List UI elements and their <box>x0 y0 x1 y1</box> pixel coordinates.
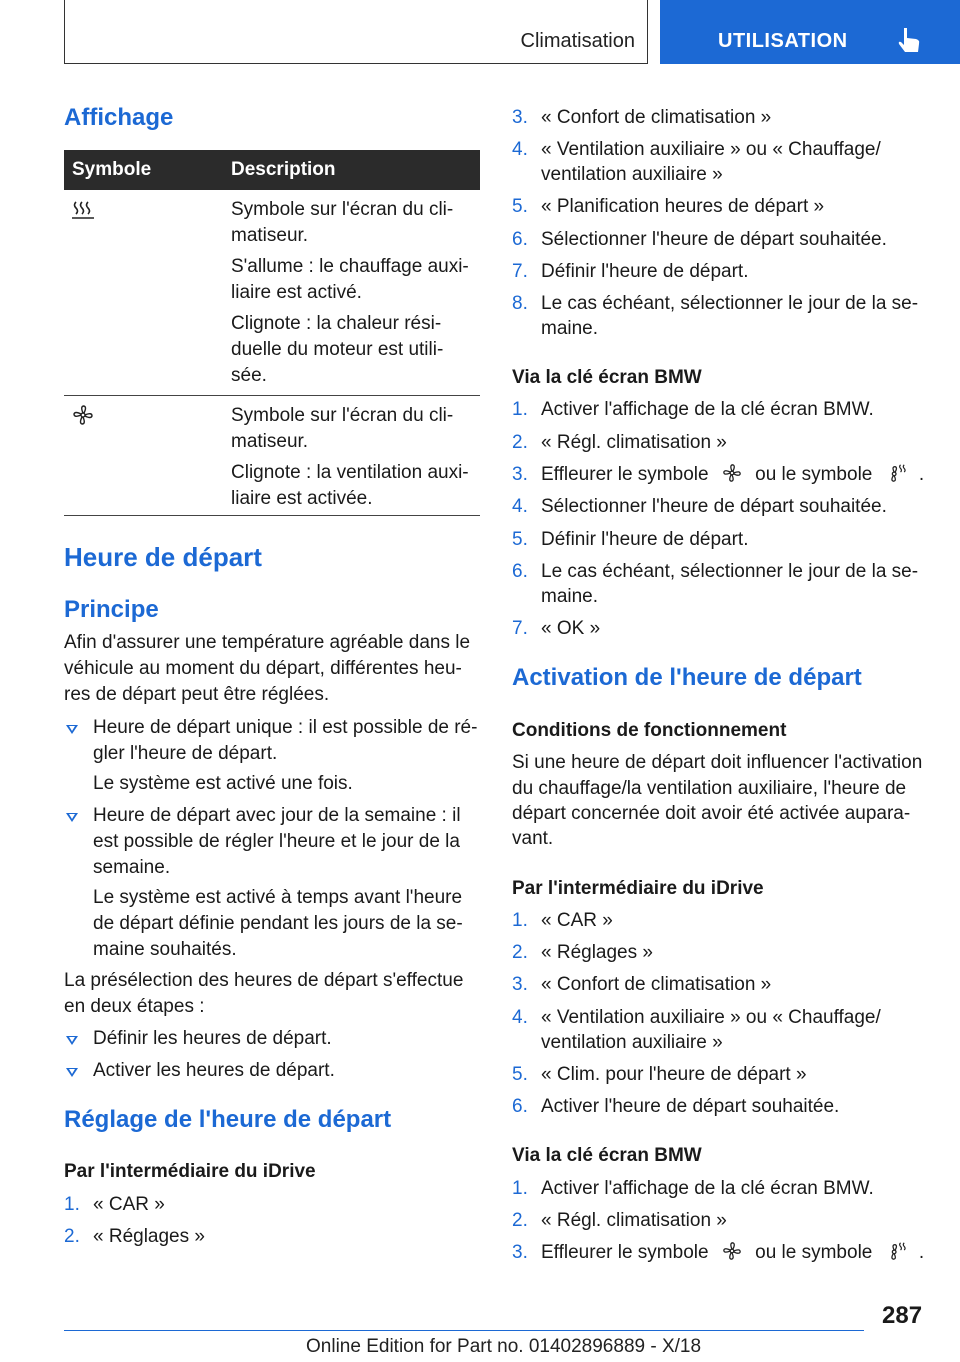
row2-line2: matiseur. <box>231 431 309 452</box>
preselection-text-2: en deux étapes : <box>64 996 205 1017</box>
right-b-step-6-l2: maine. <box>541 586 599 607</box>
row1-line7: sée. <box>231 365 267 386</box>
fan-heat-icon <box>886 462 906 484</box>
right-d-step-2: « Régl. climatisation » <box>541 1210 727 1231</box>
step-number: 5. <box>512 196 528 217</box>
auxiliary-heating-icon <box>72 200 94 220</box>
step-number: 8. <box>512 293 528 314</box>
step-number: 3. <box>512 974 528 995</box>
right-a-step-4-l2: ventilation auxiliaire » <box>541 164 723 185</box>
right-d-step-1: Activer l'affichage de la clé écran BMW. <box>541 1178 874 1199</box>
section-title: Climatisation <box>520 30 635 52</box>
table-divider <box>64 395 480 396</box>
footer-rule <box>64 1330 864 1331</box>
heure-depart-heading: Heure de départ <box>64 542 262 572</box>
col-description-header: Description <box>231 159 336 180</box>
bullet1-line2: gler l'heure de départ. <box>93 743 278 764</box>
left-step-2: « Réglages » <box>93 1226 205 1247</box>
right-c-step-4-l2: ventilation auxiliaire » <box>541 1032 723 1053</box>
step-number: 6. <box>512 1096 528 1117</box>
right-b-step-7: « OK » <box>541 618 601 639</box>
right-a-step-7: Définir l'heure de départ. <box>541 261 749 282</box>
step-number: 3. <box>512 1242 528 1263</box>
reglage-heading: Réglage de l'heure de départ <box>64 1106 392 1133</box>
step-number: 4. <box>512 139 528 160</box>
right-a-step-8-l2: maine. <box>541 318 599 339</box>
right-a-step-5: « Planification heures de départ » <box>541 196 825 217</box>
principe-heading: Principe <box>64 596 159 623</box>
step-text: Effleurer le symbole <box>541 464 709 485</box>
bullet4: Activer les heures de départ. <box>93 1060 335 1081</box>
footer-edition: Online Edition for Part no. 01402896889 - X/18 <box>306 1336 702 1357</box>
step-number: 5. <box>512 529 528 550</box>
fan-icon <box>72 404 94 426</box>
bullet2-line1: Heure de départ avec jour de la semaine : il <box>93 805 461 826</box>
step-number: 6. <box>512 561 528 582</box>
step-number: 7. <box>512 618 528 639</box>
activation-heading: Activation de l'heure de départ <box>512 664 862 691</box>
step-text: ou le symbole <box>755 464 873 485</box>
right-c-step-3: « Confort de climatisation » <box>541 974 772 995</box>
right-b-step-6-l1: Le cas échéant, sélectionner le jour de la se- <box>541 561 919 582</box>
step-number: 3. <box>512 464 528 485</box>
right-c-step-4-l1: « Ventilation auxiliaire » ou « Chauffage/ <box>541 1007 881 1028</box>
step-text: . <box>918 464 925 485</box>
step-number: 1. <box>512 910 528 931</box>
bullet-triangle-icon <box>66 1036 78 1045</box>
right-c-step-6: Activer l'heure de départ souhaitée. <box>541 1096 840 1117</box>
conditions-text-1: Si une heure de départ doit influencer l'activation <box>512 752 923 773</box>
principe-text-1: Afin d'assurer une température agréable dans le <box>64 632 471 653</box>
row1-line6: duelle du moteur est utili- <box>231 339 444 360</box>
chapter-title: UTILISATION <box>718 30 848 52</box>
row1-line1: Symbole sur l'écran du cli- <box>231 199 454 220</box>
chapter-tab <box>660 0 960 64</box>
step-number: 4. <box>512 1007 528 1028</box>
right-d-step-3 <box>541 1240 924 1265</box>
preselection-text-1: La présélection des heures de départ s'effectue <box>64 970 464 991</box>
bullet1-line1: Heure de départ unique : il est possible de ré- <box>93 717 478 738</box>
step-number: 6. <box>512 229 528 250</box>
step-number: 3. <box>512 107 528 128</box>
right-b-step-1: Activer l'affichage de la clé écran BMW. <box>541 399 874 420</box>
step-number: 1. <box>512 1178 528 1199</box>
header-section-box <box>64 0 648 64</box>
step-number: 7. <box>512 261 528 282</box>
step-number: 2. <box>512 1210 528 1231</box>
step-number: 1. <box>512 399 528 420</box>
bullet-triangle-icon <box>66 725 78 734</box>
step-number: 5. <box>512 1064 528 1085</box>
step-number: 2. <box>64 1226 80 1247</box>
right-b-step-3 <box>541 462 924 487</box>
right-a-step-8-l1: Le cas échéant, sélectionner le jour de la se- <box>541 293 919 314</box>
table-bottom-rule <box>64 515 480 516</box>
bullet2-note2: de départ définie pendant les jours de la se- <box>93 913 463 934</box>
conditions-text-2: du chauffage/la ventilation auxiliaire, l'heure de <box>512 778 907 799</box>
right-a-step-4-l1: « Ventilation auxiliaire » ou « Chauffage/ <box>541 139 881 160</box>
idrive-heading-right: Par l'intermédiaire du iDrive <box>512 878 764 899</box>
row1-line3: S'allume : le chauffage auxi- <box>231 256 469 277</box>
hand-pointer-icon <box>896 26 922 54</box>
step-number: 2. <box>512 942 528 963</box>
bullet1-note: Le système est activé une fois. <box>93 773 353 794</box>
bmw-key-heading: Via la clé écran BMW <box>512 367 702 388</box>
row2-line3: Clignote : la ventilation auxi- <box>231 462 469 483</box>
row2-line1: Symbole sur l'écran du cli- <box>231 405 454 426</box>
conditions-text-3: départ concernée doit avoir été activée aupara- <box>512 803 911 824</box>
fan-icon <box>722 462 742 484</box>
right-a-step-6: Sélectionner l'heure de départ souhaitée. <box>541 229 887 250</box>
step-text: . <box>918 1242 925 1263</box>
principe-text-2: véhicule au moment du départ, différentes heu- <box>64 658 462 679</box>
fan-icon <box>722 1240 742 1262</box>
right-c-step-5: « Clim. pour l'heure de départ » <box>541 1064 807 1085</box>
bullet-triangle-icon <box>66 1068 78 1077</box>
bullet3: Définir les heures de départ. <box>93 1028 332 1049</box>
row1-line4: liaire est activé. <box>231 282 362 303</box>
row1-line2: matiseur. <box>231 225 309 246</box>
bullet2-line3: semaine. <box>93 857 171 878</box>
left-step-1: « CAR » <box>93 1194 165 1215</box>
step-text: Effleurer le symbole <box>541 1242 709 1263</box>
step-number: 1. <box>64 1194 80 1215</box>
bullet2-note3: maine souhaités. <box>93 939 237 960</box>
step-number: 4. <box>512 496 528 517</box>
step-number: 2. <box>512 432 528 453</box>
right-b-step-4: Sélectionner l'heure de départ souhaitée. <box>541 496 887 517</box>
bullet2-line2: est possible de régler l'heure et le jour de la <box>93 831 460 852</box>
affichage-heading: Affichage <box>64 104 174 131</box>
right-a-step-3: « Confort de climatisation » <box>541 107 772 128</box>
idrive-heading: Par l'intermédiaire du iDrive <box>64 1161 316 1182</box>
right-b-step-5: Définir l'heure de départ. <box>541 529 749 550</box>
bullet-triangle-icon <box>66 813 78 822</box>
principe-text-3: res de départ peut être réglées. <box>64 684 330 705</box>
right-c-step-1: « CAR » <box>541 910 613 931</box>
row1-line5: Clignote : la chaleur rési- <box>231 313 442 334</box>
page-number: 287 <box>882 1302 923 1329</box>
conditions-text-4: vant. <box>512 828 554 849</box>
fan-heat-icon <box>886 1240 906 1262</box>
step-text: ou le symbole <box>755 1242 873 1263</box>
row2-line4: liaire est activée. <box>231 488 373 509</box>
conditions-heading: Conditions de fonctionnement <box>512 720 787 741</box>
bmw-key-heading-2: Via la clé écran BMW <box>512 1145 702 1166</box>
bullet2-note1: Le système est activé à temps avant l'heure <box>93 887 463 908</box>
right-c-step-2: « Réglages » <box>541 942 653 963</box>
col-symbol-header: Symbole <box>72 159 152 180</box>
right-b-step-2: « Régl. climatisation » <box>541 432 727 453</box>
